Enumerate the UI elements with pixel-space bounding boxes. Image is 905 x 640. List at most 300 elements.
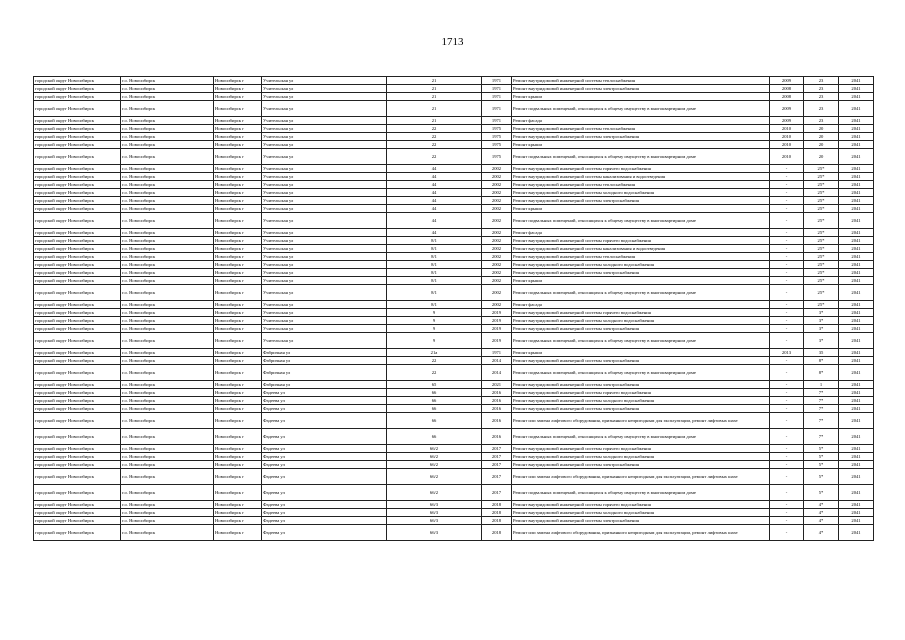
house-number-cell: 9 [387, 309, 482, 317]
work-type-cell: Ремонт внутридомовой инженерной системы теплоснабжения [512, 125, 770, 133]
last-repair-year-cell: 2010 [770, 125, 804, 133]
wear-cell: 25* [804, 269, 839, 277]
table-row [34, 77, 874, 85]
wear-cell: 25* [804, 245, 839, 253]
build-year-cell: 1975 [482, 149, 512, 165]
last-repair-year-cell: - [770, 381, 804, 389]
wear-cell: 4* [804, 509, 839, 517]
plan-start-year-cell: 2041 [839, 365, 874, 381]
street-cell: Фадеева ул [262, 485, 387, 501]
build-year-cell: 2002 [482, 197, 512, 205]
build-year-cell: 1975 [482, 133, 512, 141]
last-repair-year-cell: - [770, 461, 804, 469]
locality-cell: г.о. Новосибирск [121, 189, 214, 197]
settlement-cell: Новосибирск г [214, 237, 262, 245]
table-row [34, 205, 874, 213]
build-year-cell: 2016 [482, 397, 512, 405]
last-repair-year-cell: 2008 [770, 85, 804, 93]
municipality-cell: городской округ Новосибирск [34, 181, 121, 189]
last-repair-year-cell: - [770, 205, 804, 213]
municipality-cell: городской округ Новосибирск [34, 501, 121, 509]
house-number-cell: 44 [387, 173, 482, 181]
house-number-cell: 66 [387, 389, 482, 397]
work-type-cell: Ремонт внутридомовой инженерной системы горячего водоснабжения [512, 445, 770, 453]
last-repair-year-cell: 2010 [770, 141, 804, 149]
house-number-cell: 66/2 [387, 485, 482, 501]
municipality-cell: городской округ Новосибирск [34, 309, 121, 317]
locality-cell: г.о. Новосибирск [121, 277, 214, 285]
municipality-cell: городской округ Новосибирск [34, 405, 121, 413]
street-cell: Учительская ул [262, 173, 387, 181]
house-number-cell: 66/3 [387, 517, 482, 525]
table-row [34, 261, 874, 269]
settlement-cell: Новосибирск г [214, 461, 262, 469]
plan-start-year-cell: 2041 [839, 149, 874, 165]
municipality-cell: городской округ Новосибирск [34, 133, 121, 141]
wear-cell: 4* [804, 525, 839, 541]
last-repair-year-cell: - [770, 229, 804, 237]
settlement-cell: Новосибирск г [214, 261, 262, 269]
municipality-cell: городской округ Новосибирск [34, 101, 121, 117]
settlement-cell: Новосибирск г [214, 381, 262, 389]
municipality-cell: городской округ Новосибирск [34, 173, 121, 181]
work-type-cell: Ремонт подвальных помещений, относящихся к общему имуществу в многоквартирном доме [512, 213, 770, 229]
wear-cell: 25* [804, 285, 839, 301]
work-type-cell: Ремонт подвальных помещений, относящихся к общему имуществу в многоквартирном доме [512, 365, 770, 381]
street-cell: Учительская ул [262, 117, 387, 125]
work-type-cell: Ремонт внутридомовой инженерной системы теплоснабжения [512, 253, 770, 261]
last-repair-year-cell: - [770, 405, 804, 413]
house-number-cell: 8/1 [387, 277, 482, 285]
table-row [34, 429, 874, 445]
wear-cell: 8* [804, 365, 839, 381]
wear-cell: 35 [804, 349, 839, 357]
locality-cell: г.о. Новосибирск [121, 117, 214, 125]
wear-cell: 1 [804, 381, 839, 389]
locality-cell: г.о. Новосибирск [121, 429, 214, 445]
municipality-cell: городской округ Новосибирск [34, 429, 121, 445]
wear-cell: 25* [804, 301, 839, 309]
settlement-cell: Новосибирск г [214, 517, 262, 525]
last-repair-year-cell: - [770, 429, 804, 445]
wear-cell: 25* [804, 261, 839, 269]
plan-start-year-cell: 2041 [839, 461, 874, 469]
last-repair-year-cell: - [770, 317, 804, 325]
build-year-cell: 2002 [482, 277, 512, 285]
plan-start-year-cell: 2041 [839, 77, 874, 85]
locality-cell: г.о. Новосибирск [121, 453, 214, 461]
municipality-cell: городской округ Новосибирск [34, 77, 121, 85]
work-type-cell: Ремонт внутридомовой инженерной системы электроснабжения [512, 381, 770, 389]
wear-cell: 23 [804, 117, 839, 125]
build-year-cell: 2016 [482, 429, 512, 445]
house-number-cell: 21 [387, 85, 482, 93]
house-number-cell: 44 [387, 189, 482, 197]
build-year-cell: 1971 [482, 101, 512, 117]
wear-cell: 3* [804, 317, 839, 325]
table-row [34, 309, 874, 317]
last-repair-year-cell: 2008 [770, 93, 804, 101]
house-number-cell: 66 [387, 429, 482, 445]
table-row [34, 461, 874, 469]
house-number-cell: 8/1 [387, 269, 482, 277]
municipality-cell: городской округ Новосибирск [34, 525, 121, 541]
street-cell: Фадеева ул [262, 517, 387, 525]
last-repair-year-cell: - [770, 245, 804, 253]
last-repair-year-cell: - [770, 501, 804, 509]
house-number-cell: 8/1 [387, 301, 482, 309]
street-cell: Учительская ул [262, 141, 387, 149]
municipality-cell: городской округ Новосибирск [34, 269, 121, 277]
street-cell: Учительская ул [262, 229, 387, 237]
locality-cell: г.о. Новосибирск [121, 405, 214, 413]
build-year-cell: 1971 [482, 77, 512, 85]
settlement-cell: Новосибирск г [214, 413, 262, 429]
last-repair-year-cell: 2010 [770, 133, 804, 141]
street-cell: Фадеева ул [262, 469, 387, 485]
house-number-cell: 22 [387, 125, 482, 133]
table-row [34, 325, 874, 333]
settlement-cell: Новосибирск г [214, 141, 262, 149]
build-year-cell: 2002 [482, 165, 512, 173]
house-number-cell: 66/3 [387, 501, 482, 509]
street-cell: Фадеева ул [262, 509, 387, 517]
work-type-cell: Ремонт внутридомовой инженерной системы холодного водоснабжения [512, 317, 770, 325]
build-year-cell: 2014 [482, 365, 512, 381]
build-year-cell: 2002 [482, 245, 512, 253]
municipality-cell: городской округ Новосибирск [34, 509, 121, 517]
municipality-cell: городской округ Новосибирск [34, 117, 121, 125]
municipality-cell: городской округ Новосибирск [34, 205, 121, 213]
work-type-cell: Ремонт подвальных помещений, относящихся к общему имуществу в многоквартирном доме [512, 485, 770, 501]
settlement-cell: Новосибирск г [214, 165, 262, 173]
municipality-cell: городской округ Новосибирск [34, 445, 121, 453]
wear-cell: 20 [804, 125, 839, 133]
table-row [34, 85, 874, 93]
municipality-cell: городской округ Новосибирск [34, 165, 121, 173]
table-row [34, 149, 874, 165]
work-type-cell: Ремонт внутридомовой инженерной системы электроснабжения [512, 133, 770, 141]
work-type-cell: Ремонт фасада [512, 117, 770, 125]
municipality-cell: городской округ Новосибирск [34, 125, 121, 133]
locality-cell: г.о. Новосибирск [121, 517, 214, 525]
settlement-cell: Новосибирск г [214, 357, 262, 365]
work-type-cell: Ремонт внутридомовой инженерной системы холодного водоснабжения [512, 453, 770, 461]
municipality-cell: городской округ Новосибирск [34, 301, 121, 309]
settlement-cell: Новосибирск г [214, 325, 262, 333]
plan-start-year-cell: 2041 [839, 333, 874, 349]
build-year-cell: 2014 [482, 357, 512, 365]
locality-cell: г.о. Новосибирск [121, 93, 214, 101]
build-year-cell: 2019 [482, 317, 512, 325]
street-cell: Фадеева ул [262, 453, 387, 461]
wear-cell: 5* [804, 453, 839, 461]
last-repair-year-cell: - [770, 277, 804, 285]
house-number-cell: 44 [387, 181, 482, 189]
house-number-cell: 44 [387, 229, 482, 237]
street-cell: Учительская ул [262, 277, 387, 285]
last-repair-year-cell: - [770, 253, 804, 261]
work-type-cell: Ремонт внутридомовой инженерной системы теплоснабжения [512, 181, 770, 189]
last-repair-year-cell: 2009 [770, 101, 804, 117]
table-row [34, 269, 874, 277]
locality-cell: г.о. Новосибирск [121, 181, 214, 189]
table-row [34, 517, 874, 525]
plan-start-year-cell: 2041 [839, 405, 874, 413]
build-year-cell: 2002 [482, 205, 512, 213]
build-year-cell: 2019 [482, 325, 512, 333]
house-number-cell: 44 [387, 213, 482, 229]
street-cell: Фадеева ул [262, 389, 387, 397]
last-repair-year-cell: - [770, 325, 804, 333]
work-type-cell: Ремонт внутридомовой инженерной системы электроснабжения [512, 325, 770, 333]
settlement-cell: Новосибирск г [214, 445, 262, 453]
street-cell: Учительская ул [262, 125, 387, 133]
street-cell: Учительская ул [262, 197, 387, 205]
plan-start-year-cell: 2041 [839, 453, 874, 461]
house-number-cell: 44 [387, 165, 482, 173]
municipality-cell: городской округ Новосибирск [34, 365, 121, 381]
plan-start-year-cell: 2041 [839, 181, 874, 189]
repair-schedule-table [33, 76, 874, 541]
locality-cell: г.о. Новосибирск [121, 349, 214, 357]
table-row [34, 101, 874, 117]
locality-cell: г.о. Новосибирск [121, 525, 214, 541]
table-row [34, 189, 874, 197]
municipality-cell: городской округ Новосибирск [34, 189, 121, 197]
locality-cell: г.о. Новосибирск [121, 253, 214, 261]
work-type-cell: Ремонт внутридомовой инженерной системы электроснабжения [512, 357, 770, 365]
work-type-cell: Ремонт или замена лифтового оборудования, признанного непригодным для эксплуатации, ремонт лифтовых шахт [512, 525, 770, 541]
plan-start-year-cell: 2041 [839, 189, 874, 197]
settlement-cell: Новосибирск г [214, 333, 262, 349]
build-year-cell: 1971 [482, 85, 512, 93]
locality-cell: г.о. Новосибирск [121, 325, 214, 333]
build-year-cell: 2017 [482, 453, 512, 461]
settlement-cell: Новосибирск г [214, 277, 262, 285]
house-number-cell: 22 [387, 149, 482, 165]
street-cell: Учительская ул [262, 285, 387, 301]
street-cell: Учительская ул [262, 317, 387, 325]
work-type-cell: Ремонт подвальных помещений, относящихся к общему имуществу в многоквартирном доме [512, 285, 770, 301]
settlement-cell: Новосибирск г [214, 213, 262, 229]
locality-cell: г.о. Новосибирск [121, 237, 214, 245]
wear-cell: 23 [804, 93, 839, 101]
wear-cell: 7* [804, 405, 839, 413]
municipality-cell: городской округ Новосибирск [34, 357, 121, 365]
wear-cell: 25* [804, 165, 839, 173]
wear-cell: 7* [804, 429, 839, 445]
street-cell: Учительская ул [262, 149, 387, 165]
street-cell: Фабричная ул [262, 357, 387, 365]
settlement-cell: Новосибирск г [214, 149, 262, 165]
municipality-cell: городской округ Новосибирск [34, 333, 121, 349]
table-row [34, 469, 874, 485]
plan-start-year-cell: 2041 [839, 197, 874, 205]
work-type-cell: Ремонт внутридомовой инженерной системы канализования и водоотведения [512, 245, 770, 253]
locality-cell: г.о. Новосибирск [121, 125, 214, 133]
street-cell: Учительская ул [262, 309, 387, 317]
table-row [34, 229, 874, 237]
plan-start-year-cell: 2041 [839, 237, 874, 245]
locality-cell: г.о. Новосибирск [121, 165, 214, 173]
settlement-cell: Новосибирск г [214, 389, 262, 397]
house-number-cell: 22 [387, 133, 482, 141]
work-type-cell: Ремонт внутридомовой инженерной системы горячего водоснабжения [512, 237, 770, 245]
work-type-cell: Ремонт внутридомовой инженерной системы холодного водоснабжения [512, 509, 770, 517]
locality-cell: г.о. Новосибирск [121, 501, 214, 509]
last-repair-year-cell: - [770, 173, 804, 181]
work-type-cell: Ремонт внутридомовой инженерной системы холодного водоснабжения [512, 189, 770, 197]
work-type-cell: Ремонт внутридомовой инженерной системы холодного водоснабжения [512, 261, 770, 269]
last-repair-year-cell: - [770, 269, 804, 277]
street-cell: Учительская ул [262, 261, 387, 269]
work-type-cell: Ремонт внутридомовой инженерной системы электроснабжения [512, 269, 770, 277]
house-number-cell: 8/1 [387, 261, 482, 269]
plan-start-year-cell: 2041 [839, 269, 874, 277]
locality-cell: г.о. Новосибирск [121, 229, 214, 237]
locality-cell: г.о. Новосибирск [121, 285, 214, 301]
street-cell: Учительская ул [262, 189, 387, 197]
locality-cell: г.о. Новосибирск [121, 389, 214, 397]
last-repair-year-cell: - [770, 237, 804, 245]
street-cell: Учительская ул [262, 245, 387, 253]
municipality-cell: городской округ Новосибирск [34, 237, 121, 245]
last-repair-year-cell: - [770, 261, 804, 269]
house-number-cell: 66/3 [387, 525, 482, 541]
locality-cell: г.о. Новосибирск [121, 173, 214, 181]
municipality-cell: городской округ Новосибирск [34, 93, 121, 101]
locality-cell: г.о. Новосибирск [121, 333, 214, 349]
locality-cell: г.о. Новосибирск [121, 101, 214, 117]
table-row [34, 285, 874, 301]
last-repair-year-cell: - [770, 397, 804, 405]
plan-start-year-cell: 2041 [839, 141, 874, 149]
last-repair-year-cell: - [770, 525, 804, 541]
wear-cell: 20 [804, 133, 839, 141]
plan-start-year-cell: 2041 [839, 101, 874, 117]
work-type-cell: Ремонт крыши [512, 277, 770, 285]
street-cell: Учительская ул [262, 213, 387, 229]
table-row [34, 357, 874, 365]
settlement-cell: Новосибирск г [214, 173, 262, 181]
street-cell: Фадеева ул [262, 429, 387, 445]
work-type-cell: Ремонт внутридомовой инженерной системы горячего водоснабжения [512, 309, 770, 317]
last-repair-year-cell: 2013 [770, 349, 804, 357]
settlement-cell: Новосибирск г [214, 205, 262, 213]
table-row [34, 413, 874, 429]
table-row [34, 349, 874, 357]
wear-cell: 25* [804, 197, 839, 205]
last-repair-year-cell: - [770, 453, 804, 461]
locality-cell: г.о. Новосибирск [121, 509, 214, 517]
municipality-cell: городской округ Новосибирск [34, 413, 121, 429]
street-cell: Учительская ул [262, 181, 387, 189]
plan-start-year-cell: 2041 [839, 205, 874, 213]
house-number-cell: 8/1 [387, 237, 482, 245]
settlement-cell: Новосибирск г [214, 309, 262, 317]
work-type-cell: Ремонт подвальных помещений, относящихся к общему имуществу в многоквартирном доме [512, 101, 770, 117]
municipality-cell: городской округ Новосибирск [34, 461, 121, 469]
page-number: 1713 [441, 36, 464, 48]
table-row [34, 501, 874, 509]
plan-start-year-cell: 2041 [839, 285, 874, 301]
last-repair-year-cell: - [770, 197, 804, 205]
municipality-cell: городской округ Новосибирск [34, 197, 121, 205]
last-repair-year-cell: - [770, 165, 804, 173]
settlement-cell: Новосибирск г [214, 301, 262, 309]
plan-start-year-cell: 2041 [839, 261, 874, 269]
build-year-cell: 2002 [482, 237, 512, 245]
plan-start-year-cell: 2041 [839, 301, 874, 309]
table-row [34, 317, 874, 325]
wear-cell: 7* [804, 397, 839, 405]
wear-cell: 23 [804, 101, 839, 117]
wear-cell: 5* [804, 485, 839, 501]
table-row [34, 93, 874, 101]
municipality-cell: городской округ Новосибирск [34, 85, 121, 93]
street-cell: Фадеева ул [262, 461, 387, 469]
municipality-cell: городской округ Новосибирск [34, 485, 121, 501]
work-type-cell: Ремонт подвальных помещений, относящихся к общему имуществу в многоквартирном доме [512, 333, 770, 349]
plan-start-year-cell: 2041 [839, 469, 874, 485]
wear-cell: 4* [804, 517, 839, 525]
wear-cell: 5* [804, 445, 839, 453]
work-type-cell: Ремонт крыши [512, 93, 770, 101]
wear-cell: 5* [804, 469, 839, 485]
municipality-cell: городской округ Новосибирск [34, 469, 121, 485]
wear-cell: 20 [804, 141, 839, 149]
street-cell: Учительская ул [262, 269, 387, 277]
wear-cell: 25* [804, 189, 839, 197]
locality-cell: г.о. Новосибирск [121, 269, 214, 277]
work-type-cell: Ремонт внутридомовой инженерной системы горячего водоснабжения [512, 501, 770, 509]
house-number-cell: 66/3 [387, 509, 482, 517]
locality-cell: г.о. Новосибирск [121, 85, 214, 93]
house-number-cell: 21 [387, 117, 482, 125]
table-row [34, 301, 874, 309]
table-row [34, 509, 874, 517]
wear-cell: 7* [804, 413, 839, 429]
build-year-cell: 2016 [482, 405, 512, 413]
plan-start-year-cell: 2041 [839, 93, 874, 101]
build-year-cell: 2002 [482, 189, 512, 197]
plan-start-year-cell: 2041 [839, 133, 874, 141]
street-cell: Фабричная ул [262, 365, 387, 381]
build-year-cell: 1971 [482, 349, 512, 357]
house-number-cell: 22 [387, 357, 482, 365]
street-cell: Фадеева ул [262, 501, 387, 509]
municipality-cell: городской округ Новосибирск [34, 285, 121, 301]
table-row [34, 365, 874, 381]
municipality-cell: городской округ Новосибирск [34, 229, 121, 237]
table-row [34, 117, 874, 125]
build-year-cell: 2002 [482, 301, 512, 309]
table-body [34, 77, 874, 541]
plan-start-year-cell: 2041 [839, 117, 874, 125]
settlement-cell: Новосибирск г [214, 453, 262, 461]
settlement-cell: Новосибирск г [214, 469, 262, 485]
municipality-cell: городской округ Новосибирск [34, 325, 121, 333]
street-cell: Учительская ул [262, 77, 387, 85]
build-year-cell: 2002 [482, 181, 512, 189]
locality-cell: г.о. Новосибирск [121, 309, 214, 317]
locality-cell: г.о. Новосибирск [121, 357, 214, 365]
last-repair-year-cell: - [770, 333, 804, 349]
street-cell: Учительская ул [262, 301, 387, 309]
plan-start-year-cell: 2041 [839, 229, 874, 237]
wear-cell: 23 [804, 85, 839, 93]
